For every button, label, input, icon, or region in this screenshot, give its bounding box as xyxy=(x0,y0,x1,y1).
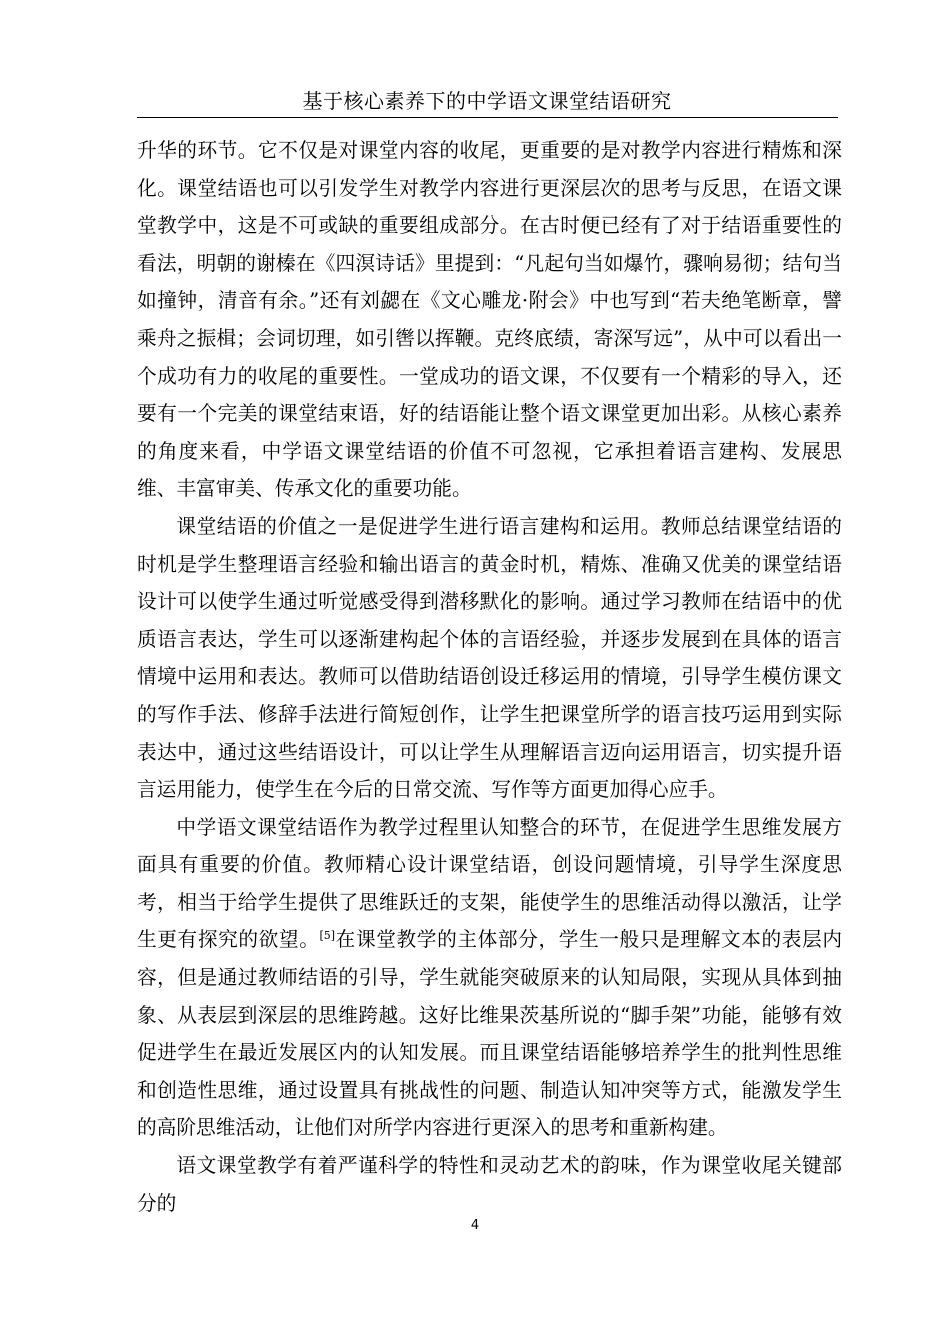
paragraph-language-construction: 课堂结语的价值之一是促进学生进行语言建构和运用。教师总结课堂结语的时机是学生整理语言经验和输出语言的黄金时机，精炼、准确又优美的课堂结语设计可以使学生通过听觉感受得到潜移默化的影响。通过学习教师在结语中的优质语言表达，学生可以逐渐建构起个体的言语经验，并逐步发展到在具体的语言情境中运用和表达。教师可以借助结语创设迁移运用的情境，引导学生模仿课文的写作手法、修辞手法进行简短创作，让学生把课堂所学的语言技巧运用到实际表达中，通过这些结语设计，可以让学生从理解语言迈向运用语言，切实提升语言运用能力，使学生在今后的日常交流、写作等方面更加得心应手。 xyxy=(137,514,842,802)
body-text xyxy=(137,132,842,1222)
paragraph-text-part: 在课堂教学的主体部分，学生一般只是理解文本的表层内容，但是通过教师结语的引导，学生就能突破原来的认知局限，实现从具体到抽象、从表层到深层的思维跨越。这好比维果茨基所说的“脚手架”功能，能够有效促进学生在最近发展区内的认知发展。而且课堂结语能够培养学生的批判性思维和创造性思维，通过设置具有挑战性的问题、制造认知冲突等方式，能激发学生的高阶思维活动，让他们对所学内容进行更深入的思考和重新构建。 xyxy=(137,928,843,1140)
paragraph-art-and-science: 语文课堂教学有着严谨科学的特性和灵动艺术的韵味，作为课堂收尾关键部分的 xyxy=(137,1154,842,1215)
citation-marker: [5] xyxy=(319,929,336,943)
paragraph-continuation: 升华的环节。它不仅是对课堂内容的收尾，更重要的是对教学内容进行精炼和深化。课堂结语也可以引发学生对教学内容进行更深层次的思考与反思，在语文课堂教学中，这是不可或缺的重要组成部分。在古时便已经有了对于结语重要性的看法，明朝的谢榛在《四溟诗话》里提到：“凡起句当如爆竹，骤响易彻；结句当如撞钟，清音有余。”还有刘勰在《文心雕龙·附会》中也写到“若夫绝笔断章，譬乘舟之振楫；会词切理，如引辔以挥鞭。克终底绩，寄深写远”，从中可以看出一个成功有力的收尾的重要性。一堂成功的语文课，不仅要有一个精彩的导入，还要有一个完美的课堂结束语，好的结语能让整个语文课堂更加出彩。从核心素养的角度来看，中学语文课堂结语的价值不可忽视，它承担着语言建构、发展思维、丰富审美、传承文化的重要功能。 xyxy=(137,139,842,501)
running-header-title: 基于核心素养下的中学语文课堂结语研究 xyxy=(302,89,672,113)
paragraph-thinking-development xyxy=(137,809,842,1147)
paragraph-text-part: 中学语文课堂结语作为教学过程里认知整合的环节，在促进学生思维发展方面具有重要的价值。教师精心设计课堂结语，创设问题情境，引导学生深度思考，相当于给学生提供了思维跃迁的支架，能使学生的思维活动得以激活，让学生更有探究的欲望。 xyxy=(137,815,842,952)
page-number: 4 xyxy=(470,1218,480,1233)
header-divider xyxy=(137,117,838,118)
